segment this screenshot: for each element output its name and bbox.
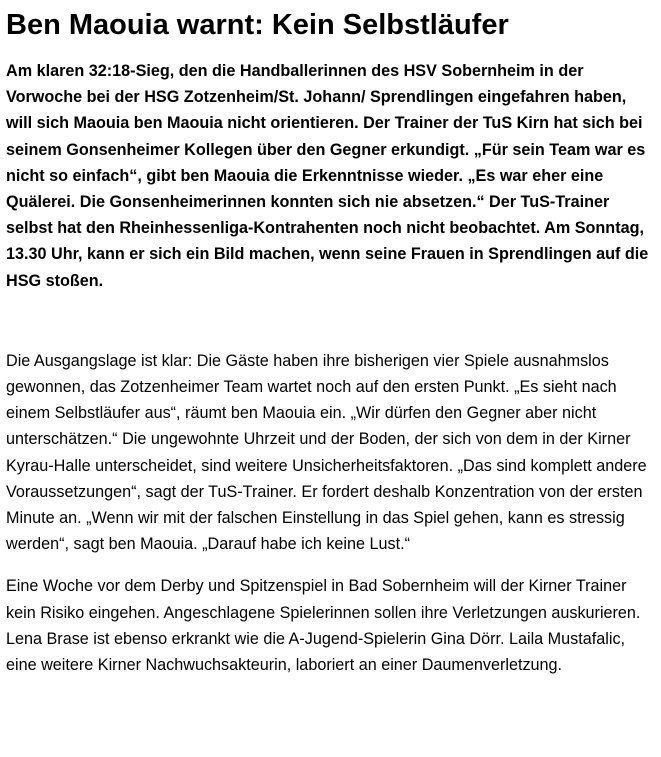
article-paragraph: Die Ausgangslage ist klar: Die Gäste haben ihre bisherigen vier Spiele ausnahmslos gewonnen, das Zotzenheimer Team wartet noch auf den ersten Punkt. „Es sieht nach einem Selbstläufer aus“, räumt ben Maouia ein. „Wir dürfen den Gegner aber nicht unterschätzen.“ Die ungewohnte Uhrzeit und der Boden, der sich von dem in der Kirner Kyrau-Halle unterscheidet, sind weitere Unsicherheitsfaktoren. „Das sind komplett andere Voraussetzungen“, sagt der TuS-Trainer. Er fordert deshalb Konzentration von der ersten Minute an. „Wenn wir mit der falschen Einstellung in das Spiel gehen, kann es stressig werden“, sagt ben Maouia. „Darauf habe ich keine Lust.“ bbox=[6, 351, 647, 554]
article bbox=[0, 8, 661, 678]
article-paragraph: Eine Woche vor dem Derby und Spitzenspiel in Bad Sobernheim will der Kirner Trainer kein Risiko eingehen. Angeschlagene Spielerinnen sollen ihre Verletzungen auskurieren. Lena Brase ist ebenso erkrankt wie die A-Jugend-Spielerin Gina Dörr. Laila Mustafalic, eine weitere Kirner Nachwuchsakteurin, laboriert an einer Daumenverletzung. bbox=[6, 577, 641, 675]
article-lead: Am klaren 32:18-Sieg, den die Handballerinnen des HSV Sobernheim in der Vorwoche bei der HSG Zotzenheim/St. Johann/ Sprendlingen eingefahren haben, will sich Maouia ben Maouia nicht orientieren. Der Trainer der TuS Kirn hat sich bei seinem Gonsenheimer Kollegen über den Gegner erkundigt. „Für sein Team war es nicht so einfach“, gibt ben Maouia die Erkenntnisse wieder. „Es war eher eine Quälerei. Die Gonsenheimerinnen konnten sich nie absetzen.“ Der TuS-Trainer selbst hat den Rheinhessenliga-Kontrahenten noch nicht beobachtet. Am Sonntag, 13.30 Uhr, kann er sich ein Bild machen, wenn seine Frauen in Sprendlingen auf die HSG stoßen. bbox=[6, 62, 649, 290]
article-headline: Ben Maouia warnt: Kein Selbstläufer bbox=[6, 9, 509, 41]
